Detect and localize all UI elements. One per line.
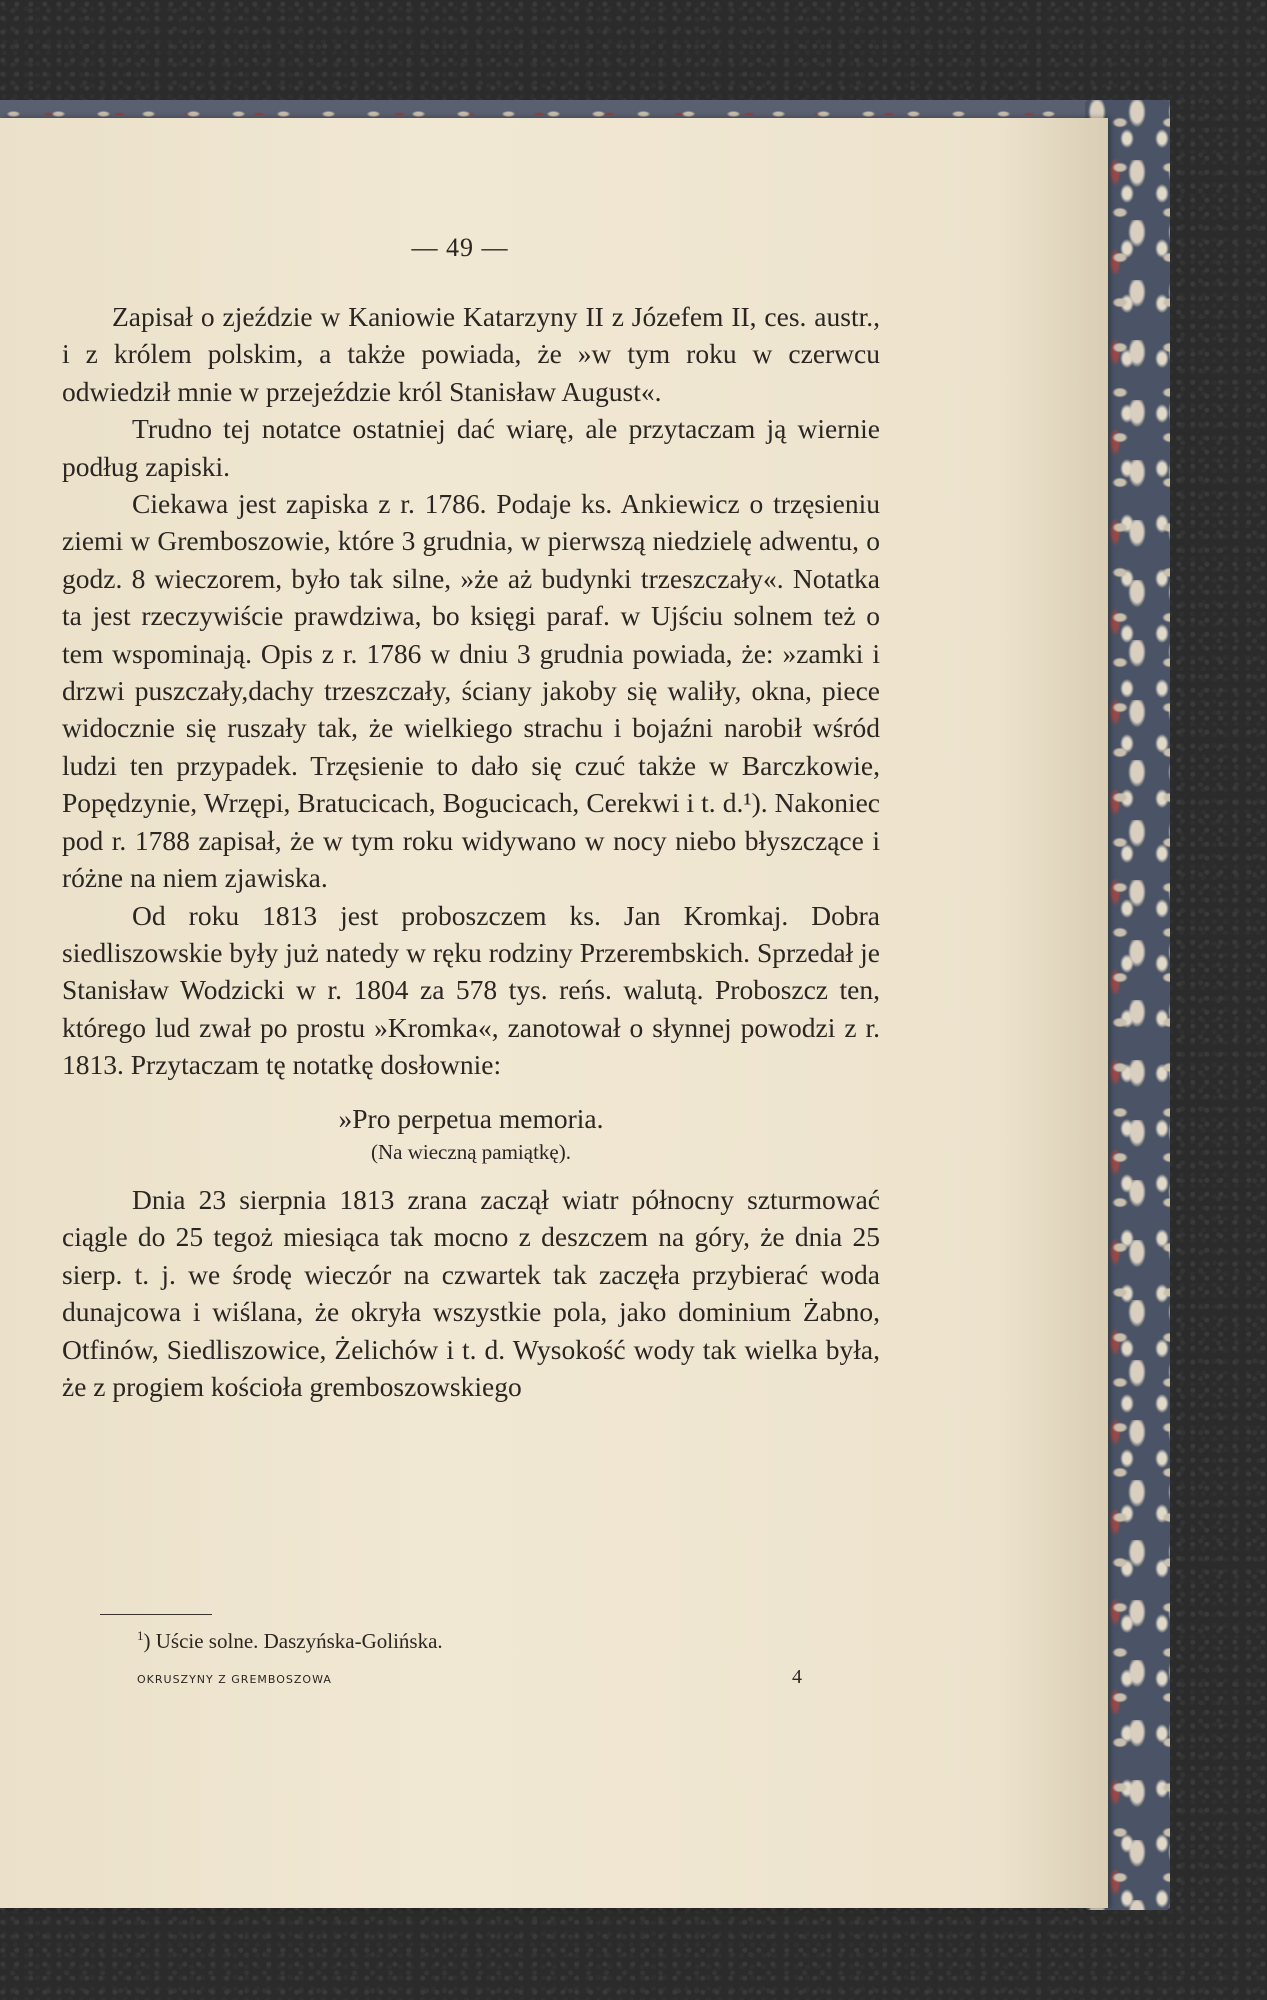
footnote-marker: 1 — [137, 1628, 144, 1643]
footnote — [137, 1628, 443, 1654]
quote-subtitle: (Na wieczną pamiątkę). — [371, 1139, 571, 1164]
paragraph: Trudno tej notatce ostatniej dać wiarę, ale przytaczam ją wiernie podług zapiski. — [62, 413, 880, 482]
book-page — [0, 118, 1108, 1908]
signature-number: 4 — [792, 1666, 802, 1688]
paragraph: Od roku 1813 jest proboszczem ks. Jan Kromkaj. Dobra siedliszowskie były już natedy w ręku rodziny Przerembskich. Sprzedał je Stanisław Wodzicki w r. 1804 za 578 tys. reńs. walutą. Proboszcz ten, którego lud zwał po prostu »Kromka«, zanotował o słynnej powodzi z r. 1813. Przytaczam tę notatkę dosłownie: — [62, 899, 880, 1081]
footnote-text: ) Uście solne. Daszyńska-Golińska. — [143, 1629, 443, 1653]
paragraph: Dnia 23 sierpnia 1813 zrana zaczął wiatr północny szturmować ciągle do 25 tegoż miesiąca tak mocno z deszczem na góry, że dnia 25 sierp. t. j. we środę wieczór na czwartek tak zaczęła przybierać woda dunajcowa i wiślana, że okryła wszystkie pola, jako dominium Żabno, Otfinów, Siedliszowice, Żelichów i t. d. Wysokość wody tak wielka była, że z progiem kościoła gremboszowskiego — [62, 1183, 880, 1402]
quote-title: »Pro perpetua memoria. — [338, 1102, 604, 1134]
page-number: — 49 — — [411, 233, 509, 262]
signature-mark: OKRUSZYNY Z GREMBOSZOWA — [137, 1673, 332, 1686]
body-text — [62, 298, 880, 1405]
paragraph: Ciekawa jest zapiska z r. 1786. Podaje ks. Ankiewicz o trzęsieniu ziemi w Gremboszowie, które 3 grudnia, w pierwszą niedzielę adwentu, o godz. 8 wieczorem, było tak silne, »że aż budynki trzeszczały«. Notatka ta jest rzeczywiście prawdziwa, bo księgi paraf. w Ujściu solnem też o tem wspominają. Opis z r. 1786 w dniu 3 grudnia powiada, że: »zamki i drzwi puszczały,dachy trzeszczały, ściany jakoby się waliły, okna, piece widocznie się ruszały tak, że wielkiego strachu i bojaźni narobił wśród ludzi ten przypadek. Trzęsienie to dało się czuć także w Barczkowie, Popędzynie, Wrzępi, Bratucicach, Bogucicach, Cerekwi i t. d.¹). Nakoniec pod r. 1788 zapisał, że w tym roku widywano w nocy niebo błyszczące i różne na niem zjawiska. — [62, 488, 880, 894]
footnote-rule — [100, 1614, 212, 1615]
paragraph: Zapisał o zjeździe w Kaniowie Katarzyny II z Józefem II, ces. austr., i z królem polskim, a także powiada, że »w tym roku w czerwcu odwiedził mnie w przejeździe król Stanisław August«. — [62, 301, 880, 407]
